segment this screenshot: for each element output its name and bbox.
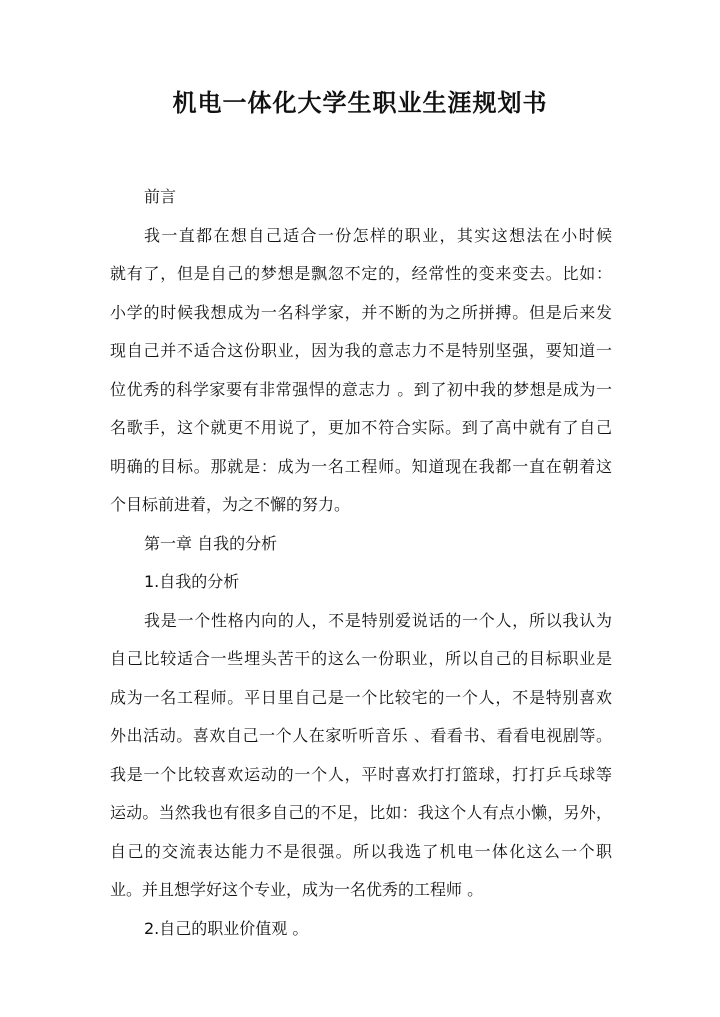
paragraph-line: 明确的目标。那就是：成为一名工程师。知道现在我都一直在朝着这: [110, 456, 612, 476]
paragraph-line: 运动。当然我也有很多自己的不足，比如：我这个人有点小懒，另外，: [110, 803, 612, 822]
paragraph-line: 外出活动。喜欢自己一个人在家听听音乐 、看看书、看看电视剧等。: [110, 726, 612, 745]
paragraph-line: 现自己并不适合这份职业，因为我的意志力不是特别坚强，要知道一: [110, 341, 612, 360]
chapter-heading: 第一章 自我的分析: [144, 533, 278, 553]
paragraph-line: 我一直都在想自己适合一份怎样的职业，其实这想法在小时候: [144, 225, 612, 245]
document-title: 机电一体化大学生职业生涯规划书: [172, 89, 548, 117]
paragraph-line: 我是一个性格内向的人，不是特别爱说话的一个人，所以我认为: [144, 610, 612, 630]
paragraph-line: 我是一个比较喜欢运动的一个人，平时喜欢打打篮球，打打乒乓球等: [110, 764, 612, 784]
paragraph-line: 名歌手，这个就更不用说了，更加不符合实际。到了高中就有了自己: [110, 418, 612, 437]
section-heading-preface: 前言: [144, 187, 177, 206]
paragraph-line: 成为一名工程师。平日里自己是一个比较宅的一个人，不是特别喜欢: [110, 687, 612, 707]
paragraph-line: 业。并且想学好这个专业，成为一名优秀的工程师 。: [110, 880, 484, 899]
subsection-heading: 2.自己的职业价值观 。: [144, 918, 309, 938]
subsection-heading: 1.自我的分析: [144, 572, 240, 591]
paragraph-line: 个目标前进着，为之不懈的努力。: [110, 495, 351, 514]
paragraph-line: 自己的交流表达能力不是很强。所以我选了机电一体化这么一个职: [110, 841, 612, 861]
paragraph-line: 就有了，但是自己的梦想是飘忽不定的，经常性的变来变去。比如：: [110, 264, 612, 283]
paragraph-line: 自己比较适合一些埋头苦干的这么一份职业，所以自己的目标职业是: [110, 649, 612, 668]
document-body: [110, 178, 612, 948]
paragraph-line: 小学的时候我想成为一名科学家，并不断的为之所拼搏。但是后来发: [110, 302, 612, 322]
paragraph-line: 位优秀的科学家要有非常强悍的意志力 。到了初中我的梦想是成为一: [110, 379, 612, 399]
